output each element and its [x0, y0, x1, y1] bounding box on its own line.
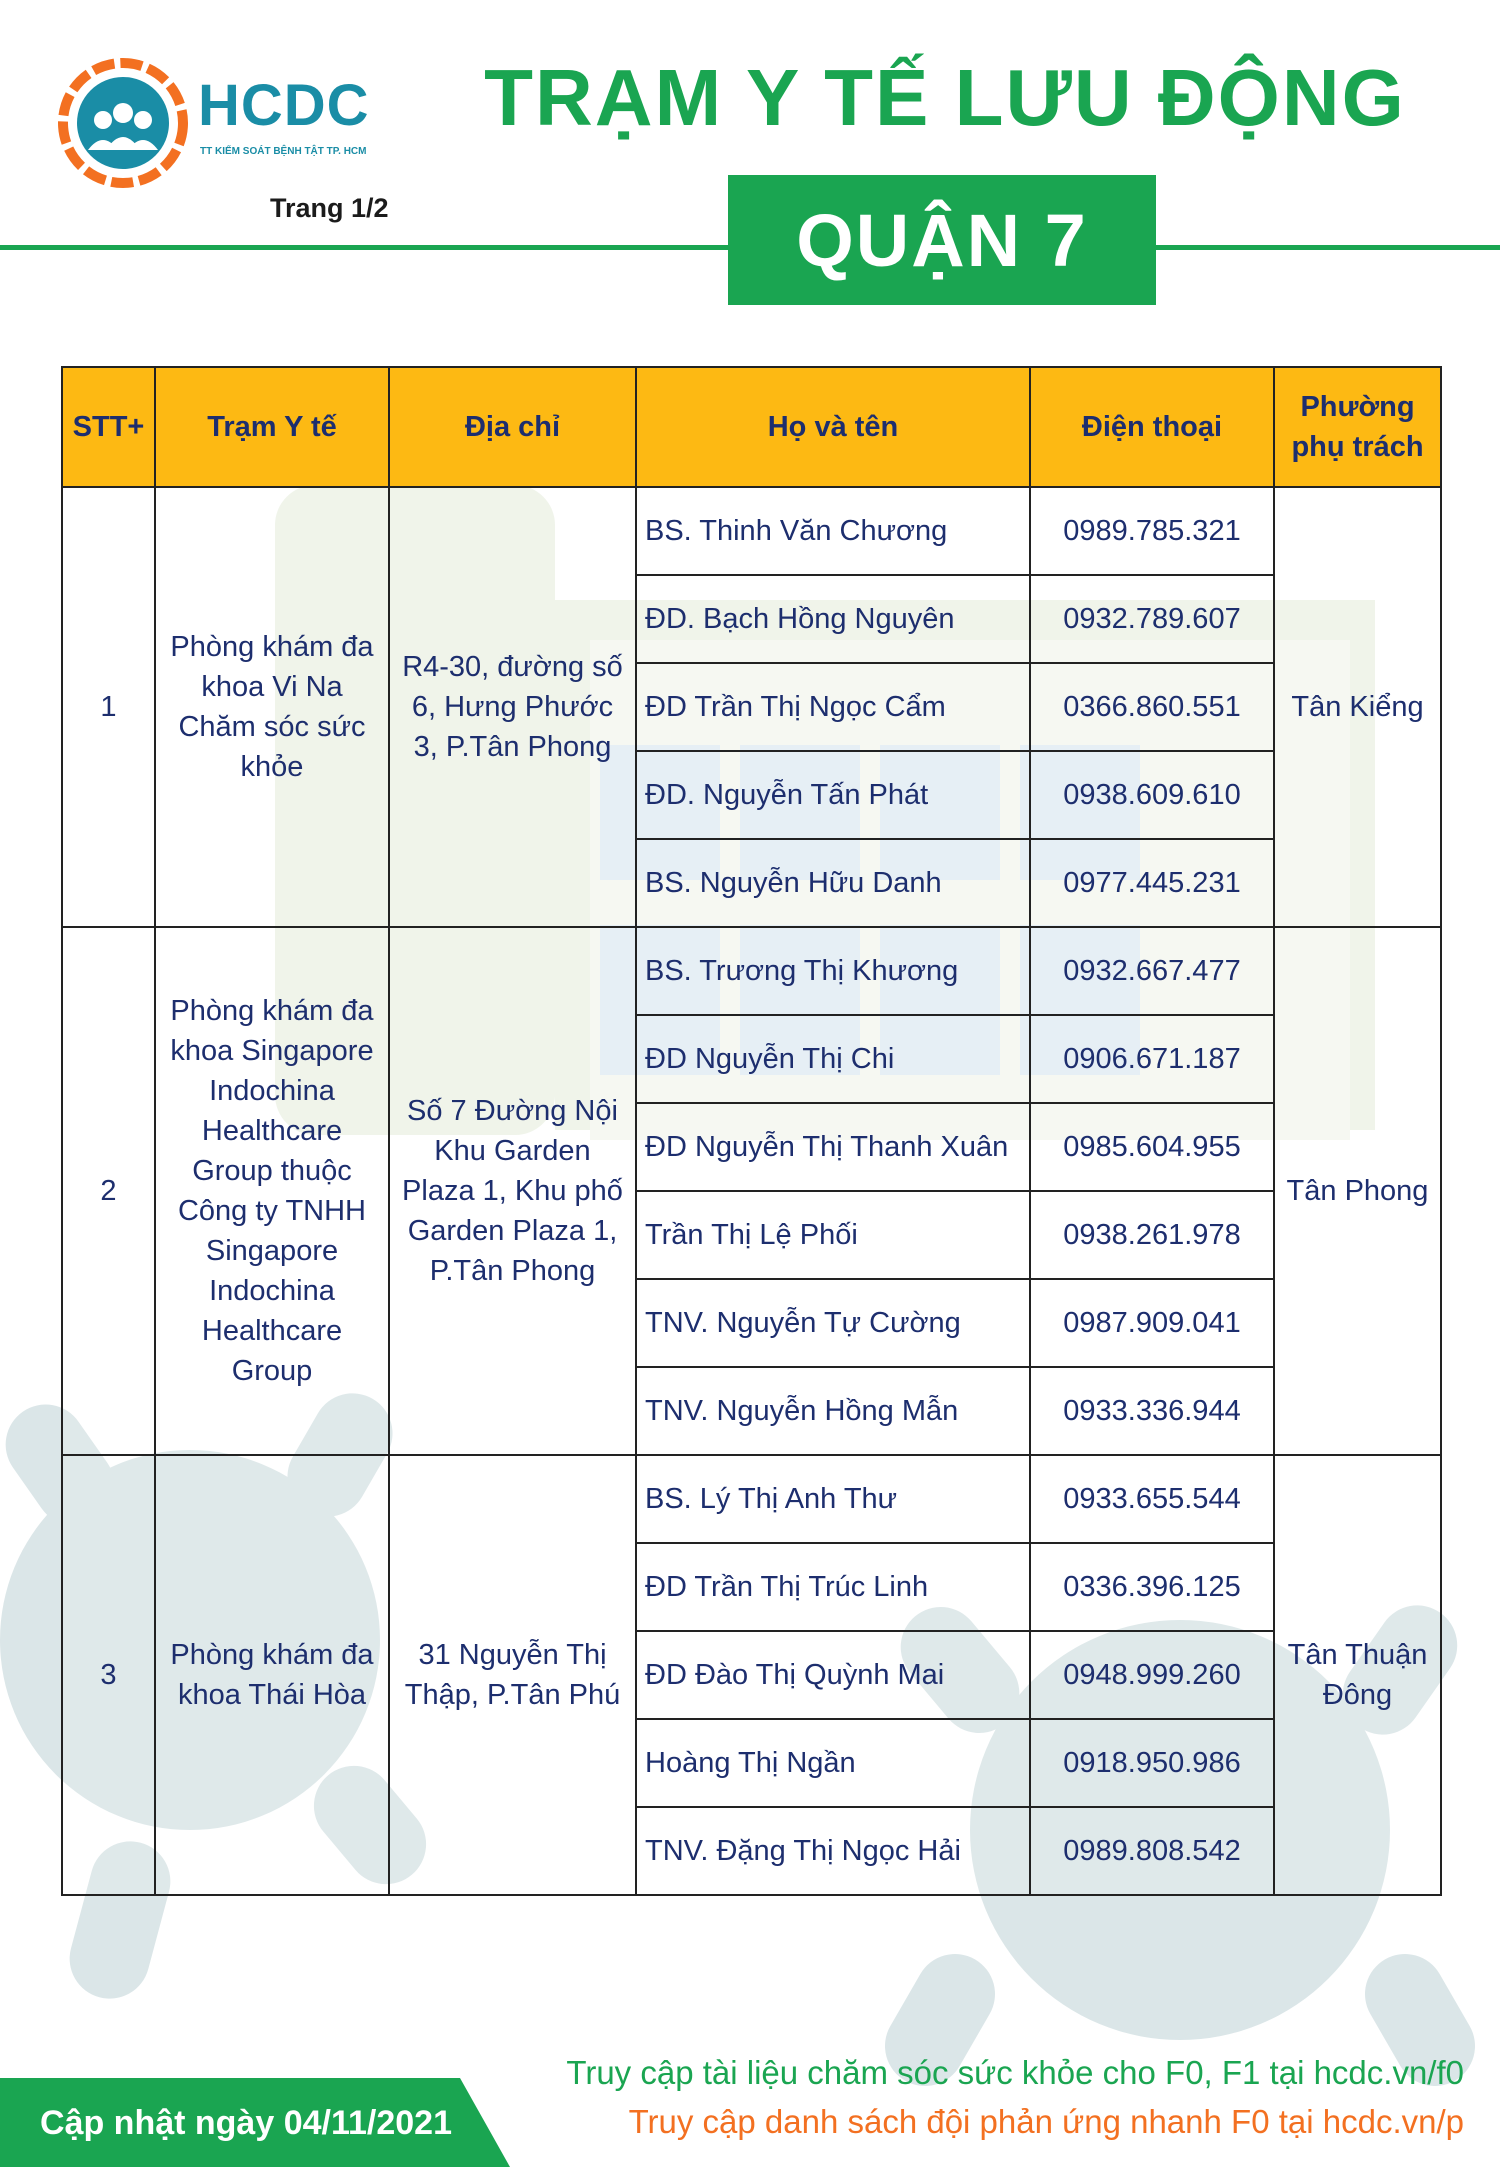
staff-name-cell: ĐD. Bạch Hồng Nguyên — [636, 575, 1030, 663]
station-cell: Phòng khám đa khoa Vi Na Chăm sóc sức khỏe — [155, 487, 389, 927]
footer-response-team-link[interactable]: Truy cập danh sách đội phản ứng nhanh F0 tại hcdc.vn/p — [628, 2103, 1464, 2140]
district-banner — [728, 175, 1156, 305]
header-stt: STT+ — [62, 367, 155, 487]
staff-name-cell: BS. Thinh Văn Chương — [636, 487, 1030, 575]
page-indicator: Trang 1/2 — [270, 193, 389, 223]
header-address: Địa chỉ — [389, 367, 636, 487]
phone-cell: 0366.860.551 — [1030, 663, 1274, 751]
district-label: QUẬN 7 — [796, 198, 1088, 282]
stt-cell: 1 — [62, 487, 155, 927]
logo-name: HCDC — [198, 73, 370, 138]
header-ward: Phường phụ trách — [1274, 367, 1441, 487]
phone-cell: 0933.655.544 — [1030, 1455, 1274, 1543]
logo-subtitle: TT KIỂM SOÁT BỆNH TẬT TP. HCM — [200, 146, 367, 157]
staff-name-cell: ĐD Đào Thị Quỳnh Mai — [636, 1631, 1030, 1719]
header-phone: Điện thoại — [1030, 367, 1274, 487]
phone-cell: 0906.671.187 — [1030, 1015, 1274, 1103]
address-cell: R4-30, đường số 6, Hưng Phước 3, P.Tân Phong — [389, 487, 636, 927]
phone-cell: 0948.999.260 — [1030, 1631, 1274, 1719]
staff-name-cell: BS. Trương Thị Khương — [636, 927, 1030, 1015]
updated-date: Cập nhật ngày 04/11/2021 — [40, 2104, 452, 2142]
stt-cell: 3 — [62, 1455, 155, 1895]
staff-name-cell: ĐD Trần Thị Trúc Linh — [636, 1543, 1030, 1631]
station-cell: Phòng khám đa khoa Singapore Indochina Healthcare Group thuộc Công ty TNHH Singapore Indochina Healthcare Group — [155, 927, 389, 1455]
phone-cell: 0932.667.477 — [1030, 927, 1274, 1015]
table-row — [62, 927, 1441, 1015]
staff-name-cell: ĐD Trần Thị Ngọc Cẩm — [636, 663, 1030, 751]
staff-name-cell: TNV. Nguyễn Hồng Mẫn — [636, 1367, 1030, 1455]
address-cell: 31 Nguyễn Thị Thập, P.Tân Phú — [389, 1455, 636, 1895]
staff-name-cell: ĐD Nguyễn Thị Thanh Xuân — [636, 1103, 1030, 1191]
mobile-station-table — [61, 366, 1442, 1896]
phone-cell: 0918.950.986 — [1030, 1719, 1274, 1807]
staff-name-cell: TNV. Đặng Thị Ngọc Hải — [636, 1807, 1030, 1895]
phone-cell: 0985.604.955 — [1030, 1103, 1274, 1191]
phone-cell: 0938.609.610 — [1030, 751, 1274, 839]
stt-cell: 2 — [62, 927, 155, 1455]
staff-name-cell: ĐD. Nguyễn Tấn Phát — [636, 751, 1030, 839]
phone-cell: 0977.445.231 — [1030, 839, 1274, 927]
phone-cell: 0932.789.607 — [1030, 575, 1274, 663]
table-header-row — [62, 367, 1441, 487]
phone-cell: 0989.808.542 — [1030, 1807, 1274, 1895]
staff-name-cell: Trần Thị Lệ Phối — [636, 1191, 1030, 1279]
hcdc-logo — [58, 58, 388, 188]
station-cell: Phòng khám đa khoa Thái Hòa — [155, 1455, 389, 1895]
staff-name-cell: TNV. Nguyễn Tự Cường — [636, 1279, 1030, 1367]
footer-f0-docs-link[interactable]: Truy cập tài liệu chăm sóc sức khỏe cho F0, F1 tại hcdc.vn/f0 — [566, 2054, 1464, 2091]
header-station: Trạm Y tế — [155, 367, 389, 487]
staff-name-cell: ĐD Nguyễn Thị Chi — [636, 1015, 1030, 1103]
hcdc-emblem-icon — [58, 58, 188, 188]
phone-cell: 0933.336.944 — [1030, 1367, 1274, 1455]
phone-cell: 0989.785.321 — [1030, 487, 1274, 575]
address-cell: Số 7 Đường Nội Khu Garden Plaza 1, Khu phố Garden Plaza 1, P.Tân Phong — [389, 927, 636, 1455]
staff-name-cell: Hoàng Thị Ngần — [636, 1719, 1030, 1807]
ward-cell: Tân Phong — [1274, 927, 1441, 1455]
header-name: Họ và tên — [636, 367, 1030, 487]
staff-name-cell: BS. Lý Thị Anh Thư — [636, 1455, 1030, 1543]
ward-cell: Tân Thuận Đông — [1274, 1455, 1441, 1895]
phone-cell: 0336.396.125 — [1030, 1543, 1274, 1631]
table-row — [62, 1455, 1441, 1543]
ward-cell: Tân Kiểng — [1274, 487, 1441, 927]
phone-cell: 0987.909.041 — [1030, 1279, 1274, 1367]
phone-cell: 0938.261.978 — [1030, 1191, 1274, 1279]
table-row — [62, 487, 1441, 575]
page-title: TRẠM Y TẾ LƯU ĐỘNG — [484, 53, 1406, 142]
staff-name-cell: BS. Nguyễn Hữu Danh — [636, 839, 1030, 927]
